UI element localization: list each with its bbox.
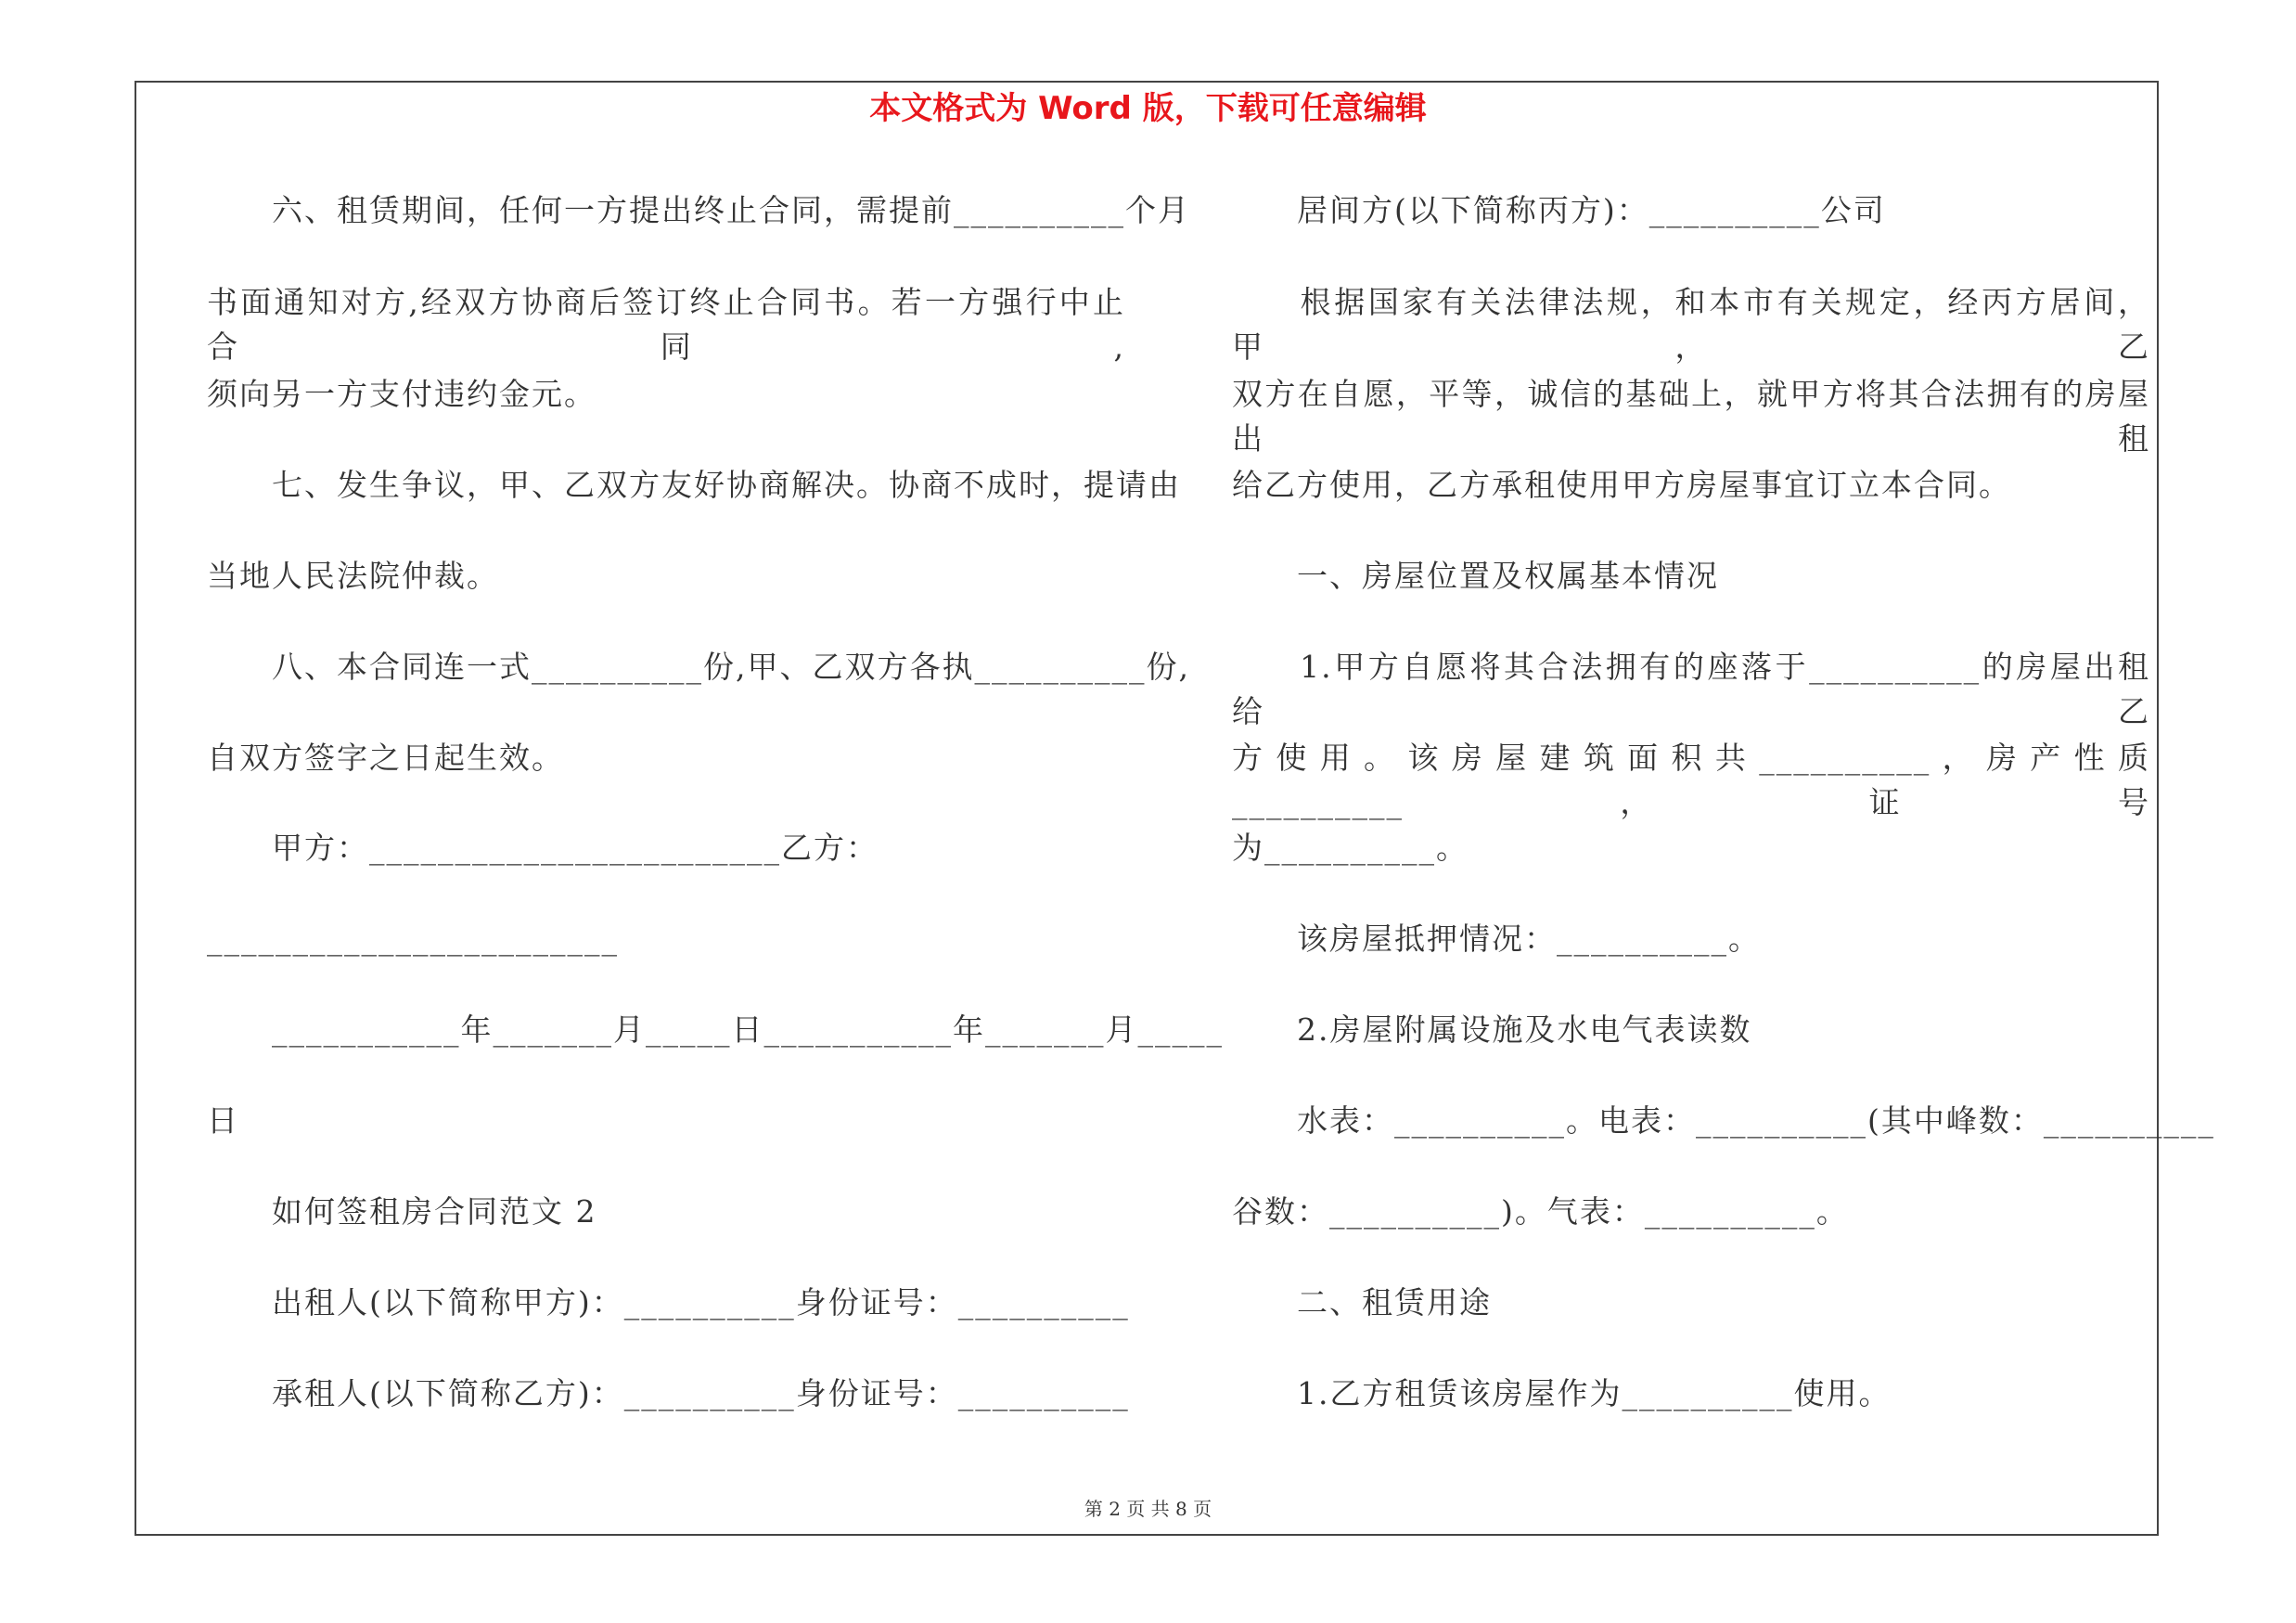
text-line: 给乙方使用，乙方承租使用甲方房屋事宜订立本合同。 (1232, 467, 2011, 503)
text-line: 2.房屋附属设施及水电气表读数 (1232, 1011, 1752, 1048)
date-line: 日 (207, 1102, 239, 1139)
text-line: 八、本合同连一式__________份,甲、乙双方各执__________份, (207, 649, 1190, 685)
section-title: 如何签租房合同范文 2 (207, 1193, 597, 1230)
signature-line: 甲方：________________________乙方： (207, 830, 879, 866)
section-heading: 二、租赁用途 (1232, 1284, 1492, 1320)
text-line: 七、发生争议，甲、乙双方友好协商解决。协商不成时，提请由 (207, 467, 1181, 503)
section-heading: 一、房屋位置及权属基本情况 (1232, 558, 1719, 594)
text-line: 水表：__________。电表：__________(其中峰数：__________ (1232, 1102, 2215, 1139)
text-line: 承租人(以下简称乙方)：__________身份证号：__________ (207, 1375, 1130, 1411)
text-line: 自双方签字之日起生效。 (207, 740, 564, 776)
text-line: 须向另一方支付违约金元。 (207, 376, 596, 412)
text-line: 书面通知对方,经双方协商后签订终止合同书。若一方强行中止合同, (207, 284, 1125, 365)
text-line: 为__________。 (1232, 830, 1469, 866)
text-line: 出租人(以下简称甲方)：__________身份证号：__________ (207, 1284, 1130, 1320)
text-line: 六、租赁期间，任何一方提出终止合同，需提前__________个月 (207, 192, 1190, 228)
page-number-footer: 第 2 页 共 8 页 (1084, 1498, 1212, 1520)
signature-line: ________________________ (207, 921, 619, 957)
text-line: 1.甲方自愿将其合法拥有的座落于__________的房屋出租给乙 (1232, 649, 2150, 729)
text-line: 谷数：__________)。气表：__________。 (1232, 1193, 1849, 1230)
text-line: 方使用。该房屋建筑面积共__________，房产性质__________，证号 (1232, 740, 2150, 820)
date-line: ___________年_______月_____日___________年_______月_____ (207, 1011, 1224, 1048)
text-line: 根据国家有关法律法规，和本市有关规定，经丙方居间，甲，乙 (1232, 284, 2150, 365)
text-line: 该房屋抵押情况：__________。 (1232, 921, 1761, 957)
text-line: 居间方(以下简称丙方)：__________公司 (1232, 192, 1886, 228)
text-line: 1.乙方租赁该房屋作为__________使用。 (1232, 1375, 1892, 1411)
format-notice-header: 本文格式为 Word 版，下载可任意编辑 (869, 90, 1427, 127)
text-line: 当地人民法院仲裁。 (207, 558, 499, 594)
text-line: 双方在自愿，平等，诚信的基础上，就甲方将其合法拥有的房屋出租 (1232, 376, 2150, 457)
